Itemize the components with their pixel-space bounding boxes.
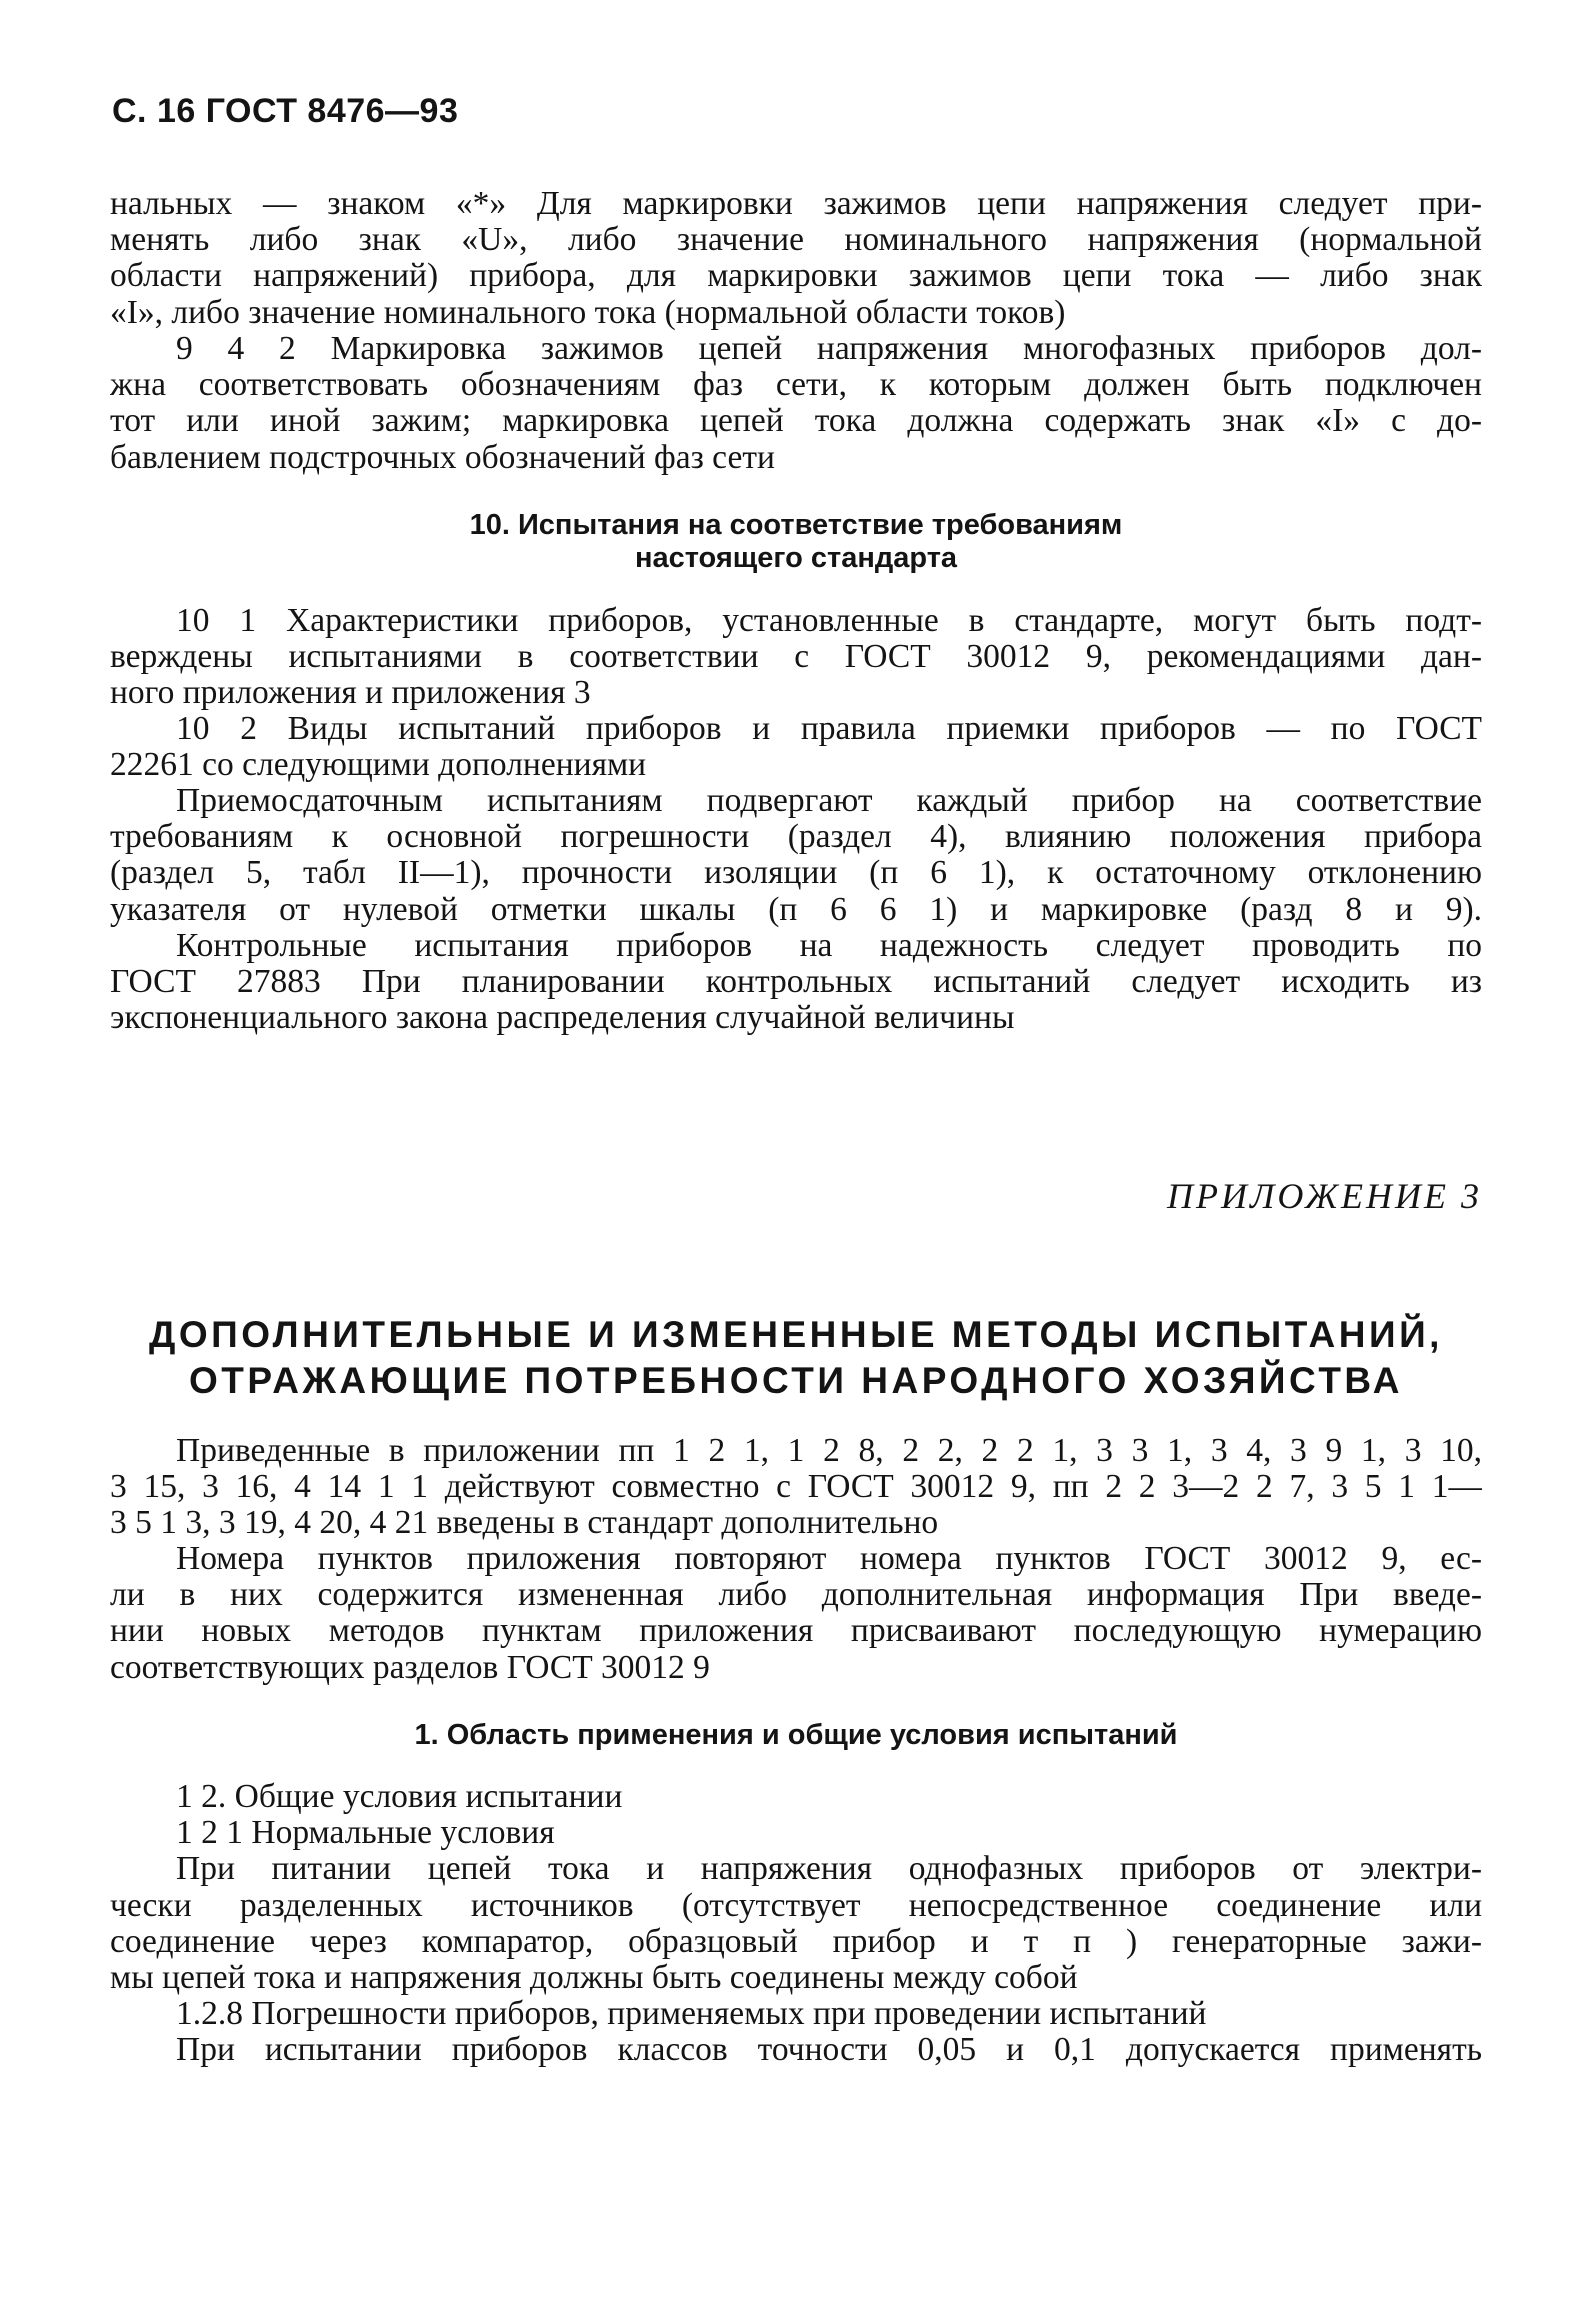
text-line: 3 15, 3 16, 4 14 1 1 действуют совместно с ГОСТ 30012 9, пп 2 2 3—2 2 7, 3 5 1 1— bbox=[110, 1469, 1482, 1506]
text-line: 1 2. Общие условия испытании bbox=[176, 1779, 623, 1815]
appendix-title-line: ОТРАЖАЮЩИЕ ПОТРЕБНОСТИ НАРОДНОГО ХОЗЯЙСТВА bbox=[188, 1360, 1404, 1401]
text-line: нальных — знаком «*» Для маркировки зажимов цепи напряжения следует при- bbox=[110, 186, 1482, 222]
text-line: верждены испытаниями в соответствии с ГОСТ 30012 9, рекомендациями дан- bbox=[110, 639, 1482, 676]
section-title-line: настоящего стандарта bbox=[634, 542, 958, 574]
text-line: «I», либо значение номинального тока (нормальной области токов) bbox=[110, 294, 1066, 331]
intro-paragraph bbox=[110, 186, 1482, 331]
section-1-title: 1. Область применения и общие условия испытаний bbox=[414, 1719, 1178, 1751]
text-line: бавлением подстрочных обозначений фаз сети bbox=[110, 439, 775, 476]
text-line: менять либо знак «U», либо значение номинального напряжения (нормальной bbox=[110, 222, 1482, 259]
text-line: При питании цепей тока и напряжения однофазных приборов от электри- bbox=[176, 1851, 1482, 1888]
text-line: Контрольные испытания приборов на надежность следует проводить по bbox=[176, 928, 1482, 964]
text-line: соединение через компаратор, образцовый прибор и т п ) генераторные зажи- bbox=[110, 1923, 1482, 1960]
appendix-title bbox=[110, 1312, 1482, 1404]
text-line: Номера пунктов приложения повторяют номера пунктов ГОСТ 30012 9, ес- bbox=[176, 1541, 1482, 1577]
text-line: 3 5 1 3, 3 19, 4 20, 4 21 введены в стандарт дополнительно bbox=[110, 1505, 939, 1542]
text-line: Приведенные в приложении пп 1 2 1, 1 2 8, 2 2, 2 2 1, 3 3 1, 3 4, 3 9 1, 3 10, bbox=[176, 1433, 1482, 1469]
clause-10-1 bbox=[110, 603, 1482, 712]
text-line: ного приложения и приложения 3 bbox=[110, 675, 591, 712]
text-line: 10 1 Характеристики приборов, установленные в стандарте, могут быть подт- bbox=[176, 603, 1482, 639]
text-line: 22261 со следующими дополнениями bbox=[110, 747, 647, 784]
text-line: указателя от нулевой отметки шкалы (п 6 6 1) и маркировке (разд 8 и 9). bbox=[110, 891, 1482, 928]
clause-9-4-2 bbox=[110, 331, 1482, 476]
text-line: экспоненциального закона распределения случайной величины bbox=[110, 1000, 1015, 1037]
appendix-paragraph-2 bbox=[110, 1541, 1482, 1686]
text-line: области напряжений) прибора, для маркировки зажимов цепи тока — либо знак bbox=[110, 258, 1482, 295]
text-line: ли в них содержится измененная либо дополнительная информация При введе- bbox=[110, 1577, 1482, 1614]
text-line: 1.2.8 Погрешности приборов, применяемых при проведении испытаний bbox=[176, 1996, 1207, 2033]
text-line: мы цепей тока и напряжения должны быть соединены между собой bbox=[110, 1960, 1078, 1997]
text-line: чески разделенных источников (отсутствует непосредственное соединение или bbox=[110, 1887, 1482, 1924]
appendix-title-line: ДОПОЛНИТЕЛЬНЫЕ И ИЗМЕНЕННЫЕ МЕТОДЫ ИСПЫТАНИЙ, bbox=[149, 1314, 1443, 1355]
text-line: 1 2 1 Нормальные условия bbox=[176, 1815, 555, 1852]
text-line: 10 2 Виды испытаний приборов и правила приемки приборов — по ГОСТ bbox=[176, 711, 1482, 747]
text-line: тот или иной зажим; маркировка цепей тока должна содержать знак «I» с до- bbox=[110, 403, 1482, 440]
text-line: При испытании приборов классов точности 0,05 и 0,1 допускается применять bbox=[176, 2032, 1482, 2069]
section-10-title bbox=[110, 509, 1482, 575]
text-line: соответствующих разделов ГОСТ 30012 9 bbox=[110, 1649, 710, 1686]
control-tests-paragraph bbox=[110, 928, 1482, 1037]
text-line: (раздел 5, табл II—1), прочности изоляции (п 6 1), к остаточному отклонению bbox=[110, 855, 1482, 892]
appendix-label: ПРИЛОЖЕНИЕ 3 bbox=[1167, 1176, 1482, 1216]
text-line: ГОСТ 27883 При планировании контрольных испытаний следует исходить из bbox=[110, 964, 1482, 1001]
page-header: С. 16 ГОСТ 8476—93 bbox=[112, 92, 459, 130]
appendix-paragraph-1 bbox=[110, 1433, 1482, 1542]
clause-10-2 bbox=[110, 711, 1482, 783]
text-line: нии новых методов пунктам приложения присваивают последующую нумерацию bbox=[110, 1613, 1482, 1650]
text-line: Приемосдаточным испытаниям подвергают каждый прибор на соответствие bbox=[176, 783, 1482, 819]
section-1-body bbox=[110, 1779, 1482, 2069]
text-line: жна соответствовать обозначениям фаз сети, к которым должен быть подключен bbox=[110, 367, 1482, 404]
text-line: требованиям к основной погрешности (раздел 4), влиянию положения прибора bbox=[110, 819, 1482, 856]
section-title-line: 10. Испытания на соответствие требованиям bbox=[469, 509, 1123, 541]
acceptance-tests-paragraph bbox=[110, 783, 1482, 928]
text-line: 9 4 2 Маркировка зажимов цепей напряжения многофазных приборов дол- bbox=[176, 331, 1482, 367]
